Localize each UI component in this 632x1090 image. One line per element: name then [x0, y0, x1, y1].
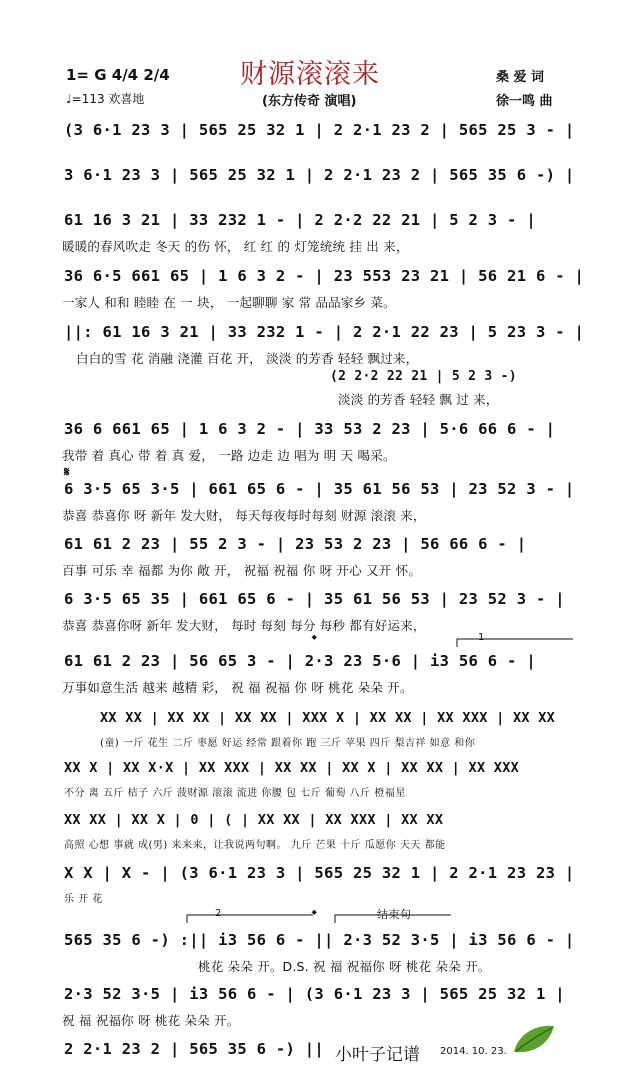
volta-2-label: 2 — [215, 908, 222, 919]
notation-line-5b: (2 2·2 22 21 | 5 2 3 -) — [330, 369, 517, 384]
transcription-date: 2014. 10. 23. — [440, 1046, 507, 1057]
lyric-line-7: 恭喜 恭喜你 呀 新年 发大财， 每天每夜每时每刻 财源 滚滚 来， — [62, 508, 426, 523]
lyric-line-4: 一家人 和和 睦睦 在 一 块， 一起聊聊 家 常 品品家乡 菜。 — [62, 295, 396, 310]
notation-line-9: 6 3·5 65 35 | 661 65 6 - | 35 61 56 53 | 23 52 3 - | — [64, 590, 565, 608]
notation-line-17: 2 2·1 23 2 | 565 35 6 -) || — [64, 1040, 325, 1058]
rap-lyric-2: 不分 离 五斤 桔子 六斤 菠财源 滚滚 流进 你腰 包 七斤 葡萄 八斤 橙福星 — [64, 788, 406, 799]
notation-line-2: 3 6·1 23 3 | 565 25 32 1 | 2 2·1 23 2 | 565 35 6 -) | — [64, 166, 575, 184]
notation-line-8: 61 61 2 23 | 55 2 3 - | 23 53 2 23 | 56 66 6 - | — [64, 535, 527, 553]
rhythm-line-3: XX XX | XX X | 0 | ( | XX XX | XX XXX | XX XX — [64, 812, 444, 828]
segno-icon: 𝄋 — [64, 465, 70, 480]
leaf-icon — [510, 1022, 556, 1056]
performer: (东方传奇 演唱) — [262, 94, 357, 109]
lyric-line-8: 百事 可乐 幸 福都 为你 敞 开， 祝福 祝福 你 呀 开心 又开 怀。 — [62, 563, 422, 578]
notation-line-6: 36 6 661 65 | 1 6 3 2 - | 33 53 2 23 | 5·6 66 6 - | — [64, 420, 556, 438]
notation-line-5: ||: 61 16 3 21 | 33 232 1 - | 2 2·1 22 23 | 5 23 3 - | — [64, 323, 585, 341]
notation-line-4: 36 6·5 661 65 | 1 6 3 2 - | 23 553 23 21 | 56 21 6 - | — [64, 267, 585, 285]
lyric-line-5b: 淡淡 的芳香 轻轻 飘 过 来， — [338, 392, 499, 407]
notation-line-10: 61 61 2 23 | 56 65 3 - | 2·3 23 5·6 | i3 56 6 - | — [64, 652, 536, 670]
key-signature: 1= G 4/4 2/4 — [66, 66, 170, 84]
lyric-line-5: 白白的雪 花 消融 浇灌 百花 开， 淡淡 的芳香 轻轻 飘过来， — [76, 351, 419, 366]
rhythm-line-2: XX X | XX X·X | XX XXX | XX XX | XX X | XX XX | XX XXX — [64, 760, 520, 776]
composer: 徐一鸣 曲 — [496, 94, 553, 109]
lyricist: 桑 爱 词 — [496, 70, 545, 85]
notation-line-15: 565 35 6 -) :|| i3 56 6 - || 2·3 52 3·5 | i3 56 6 - | — [64, 931, 575, 949]
volta-1-label: 1 — [478, 632, 485, 643]
rap-lyric-1: (童) 一斤 花生 二斤 枣愿 好运 经常 跟着你 跑 三斤 苹果 四斤 梨吉祥 如意 和你 — [100, 738, 476, 749]
lyric-line-3: 暖暖的春风吹走 冬天 的伤 怀， 红 红 的 灯笼统统 挂 出 来， — [62, 239, 409, 254]
notation-line-16: 2·3 52 3·5 | i3 56 6 - | (3 6·1 23 3 | 565 25 32 1 | — [64, 985, 565, 1003]
transcriber-signature: 小叶子记谱 — [335, 1045, 420, 1065]
coda-icon-2: 𝄌 — [312, 908, 317, 923]
coda-icon: 𝄌 — [312, 633, 317, 648]
lyric-line-16: 祝 福 祝福你 呀 桃花 朵朵 开。 — [62, 1013, 240, 1028]
rap-lyric-3: 高照 心想 事就 成(男) 来来来，让我说两句啊。 九斤 芒果 十斤 瓜愿你 天天 都能 — [64, 840, 446, 851]
tempo-marking: ♩=113 欢喜地 — [66, 92, 145, 106]
ending-label: 结束句 — [377, 908, 412, 921]
rhythm-line-1: XX XX | XX XX | XX XX | XXX X | XX XX | XX XXX | XX XX — [100, 710, 556, 726]
lyric-line-15: 桃花 朵朵 开。D.S. 祝 福 祝福你 呀 桃花 朵朵 开。 — [198, 959, 491, 974]
notation-line-14: X X | X - | (3 6·1 23 3 | 565 25 32 1 | 2 2·1 23 23 | — [64, 864, 575, 882]
lyric-line-9: 恭喜 恭喜你呀 新年 发大财， 每时 每刻 每分 每秒 都有好运来， — [62, 618, 426, 633]
lyric-line-6: 我带 着 真心 带 着 真 爱， 一路 边走 边 唱为 明 天 喝采。 — [62, 448, 396, 463]
notation-line-7: 6 3·5 65 3·5 | 661 65 6 - | 35 61 56 53 | 23 52 3 - | — [64, 480, 575, 498]
volta-bracket-2 — [185, 912, 315, 924]
lyric-line-14: 乐 开 花 — [64, 894, 103, 905]
volta-bracket-1 — [455, 636, 575, 648]
song-title: 财源滚滚来 — [240, 59, 380, 90]
notation-line-3: 61 16 3 21 | 33 232 1 - | 2 2·2 22 21 | 5 2 3 - | — [64, 211, 536, 229]
notation-line-1: (3 6·1 23 3 | 565 25 32 1 | 2 2·1 23 2 | 565 25 3 - | — [64, 121, 575, 139]
lyric-line-10: 万事如意生活 越来 越精 彩， 祝 福 祝福 你 呀 桃花 朵朵 开。 — [62, 680, 413, 695]
